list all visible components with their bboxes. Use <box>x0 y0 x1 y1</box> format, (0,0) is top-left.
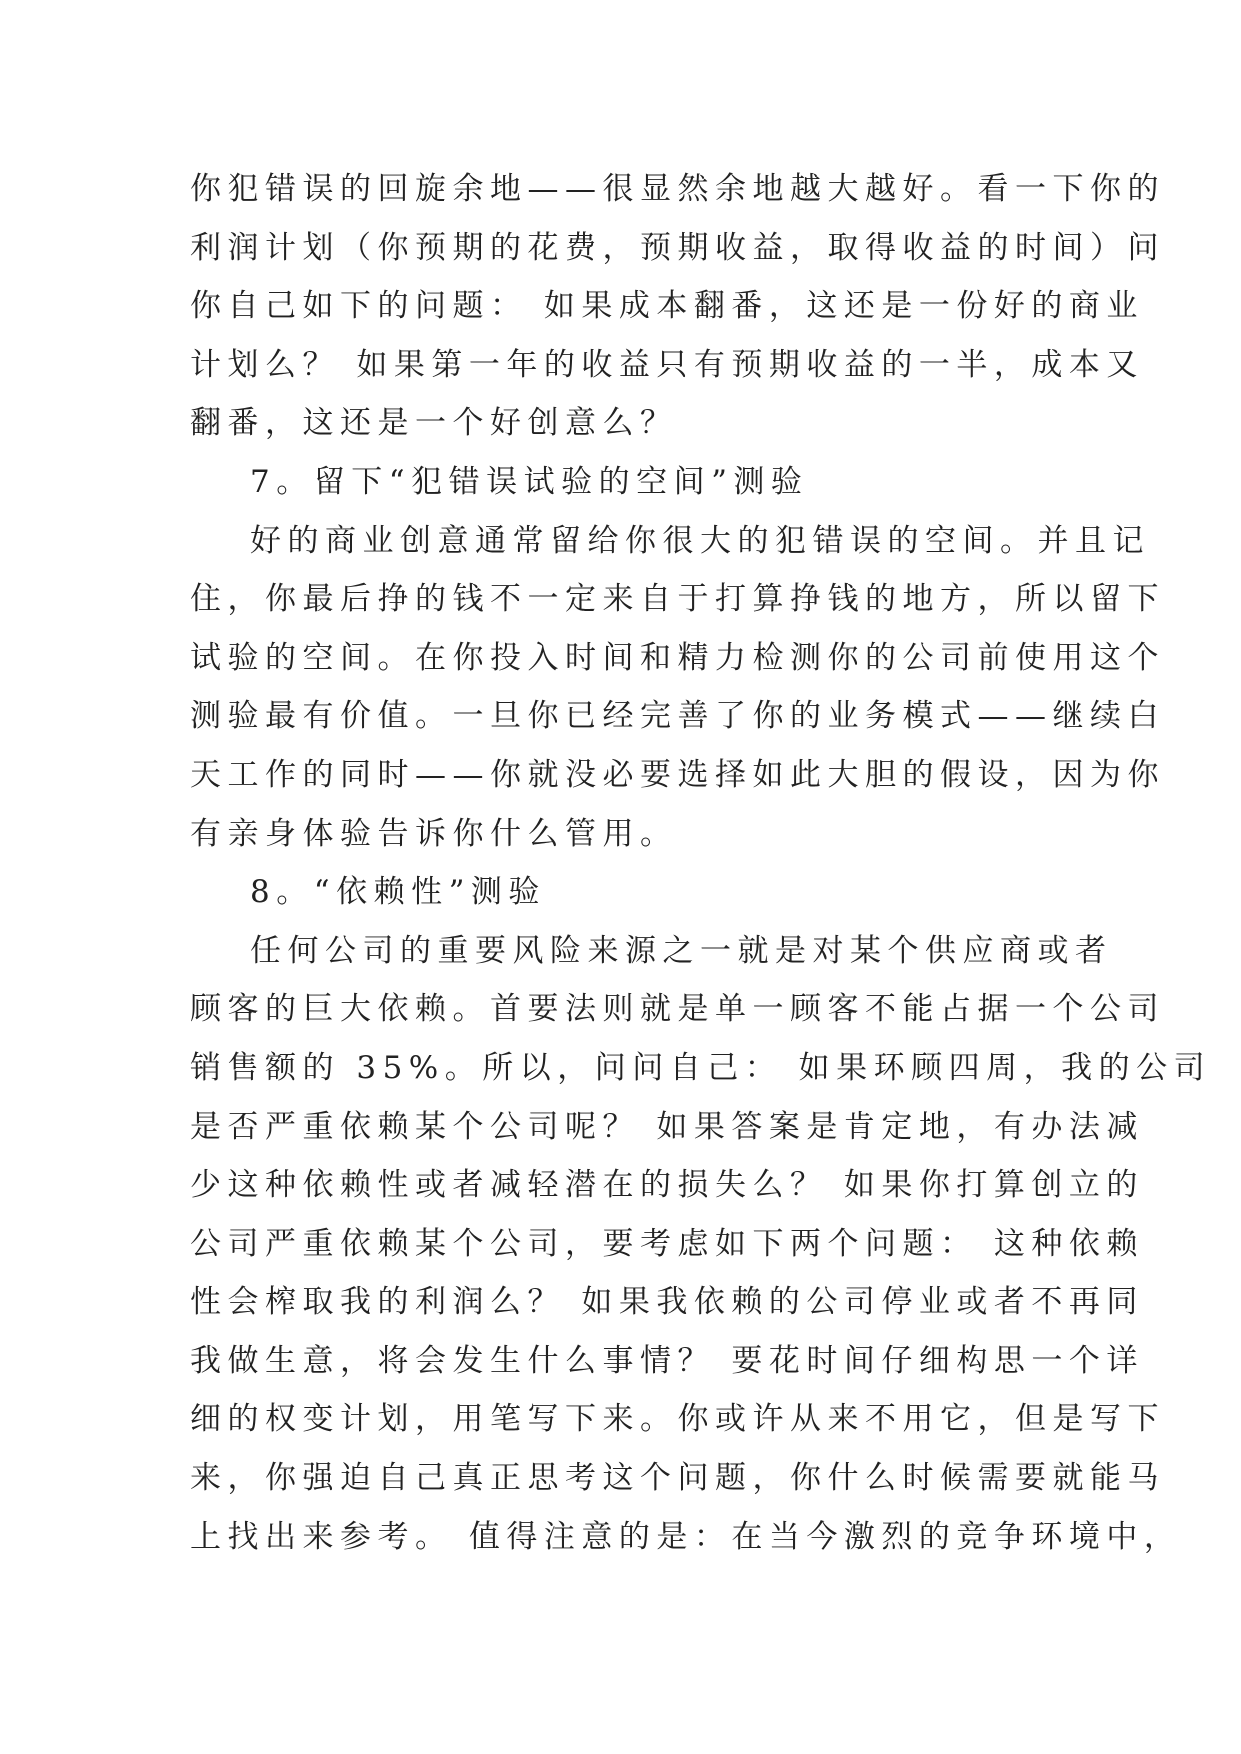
text-line: 试验的空间。在你投入时间和精力检测你的公司前使用这个 <box>190 639 1165 676</box>
text-line: 计划么？ 如果第一年的收益只有预期收益的一半，成本又 <box>190 346 1144 383</box>
text-line: 天工作的同时——你就没必要选择如此大胆的假设，因为你 <box>190 756 1165 793</box>
text-line: 住，你最后挣的钱不一定来自于打算挣钱的地方，所以留下 <box>190 581 1165 618</box>
body-text <box>190 160 1212 1566</box>
paragraph-start: 好的商业创意通常留给你很大的犯错误的空间。并且记 <box>250 522 1150 559</box>
text-line: 你自己如下的问题： 如果成本翻番，这还是一份好的商业 <box>190 288 1144 325</box>
text-line: 我做生意，将会发生什么事情？ 要花时间仔细构思一个详 <box>190 1342 1144 1379</box>
text-line: 你犯错误的回旋余地——很显然余地越大越好。看一下你的 <box>190 171 1165 207</box>
text-line: 性会榨取我的利润么？ 如果我依赖的公司停业或者不再同 <box>190 1284 1144 1321</box>
section-heading-7: 7。留下“犯错误试验的空间”测验 <box>250 463 809 500</box>
text-line: 少这种依赖性或者减轻潜在的损失么？ 如果你打算创立的 <box>190 1167 1144 1204</box>
text-line: 翻番，这还是一个好创意么？ <box>190 405 678 442</box>
text-line: 利润计划（你预期的花费，预期收益，取得收益的时间）问 <box>190 229 1165 266</box>
text-line: 销售额的 35%。所以，问问自己： 如果环顾四周，我的公司 <box>190 1049 1212 1086</box>
text-line: 来，你强迫自己真正思考这个问题，你什么时候需要就能马 <box>190 1460 1165 1497</box>
text-line: 是否严重依赖某个公司呢？ 如果答案是肯定地，有办法减 <box>190 1108 1144 1145</box>
section-heading-8: 8。“依赖性”测验 <box>250 874 546 911</box>
text-line: 上找出来参考。 值得注意的是：在当今激烈的竞争环境中， <box>190 1518 1182 1555</box>
paragraph-start: 任何公司的重要风险来源之一就是对某个供应商或者 <box>250 932 1113 969</box>
text-line: 公司严重依赖某个公司，要考虑如下两个问题： 这种依赖 <box>190 1225 1144 1262</box>
text-line: 测验最有价值。一旦你已经完善了你的业务模式——继续白 <box>190 698 1165 735</box>
text-line: 细的权变计划，用笔写下来。你或许从来不用它，但是写下 <box>190 1401 1165 1438</box>
text-line: 有亲身体验告诉你什么管用。 <box>190 815 678 852</box>
text-line: 顾客的巨大依赖。首要法则就是单一顾客不能占据一个公司 <box>190 991 1165 1028</box>
